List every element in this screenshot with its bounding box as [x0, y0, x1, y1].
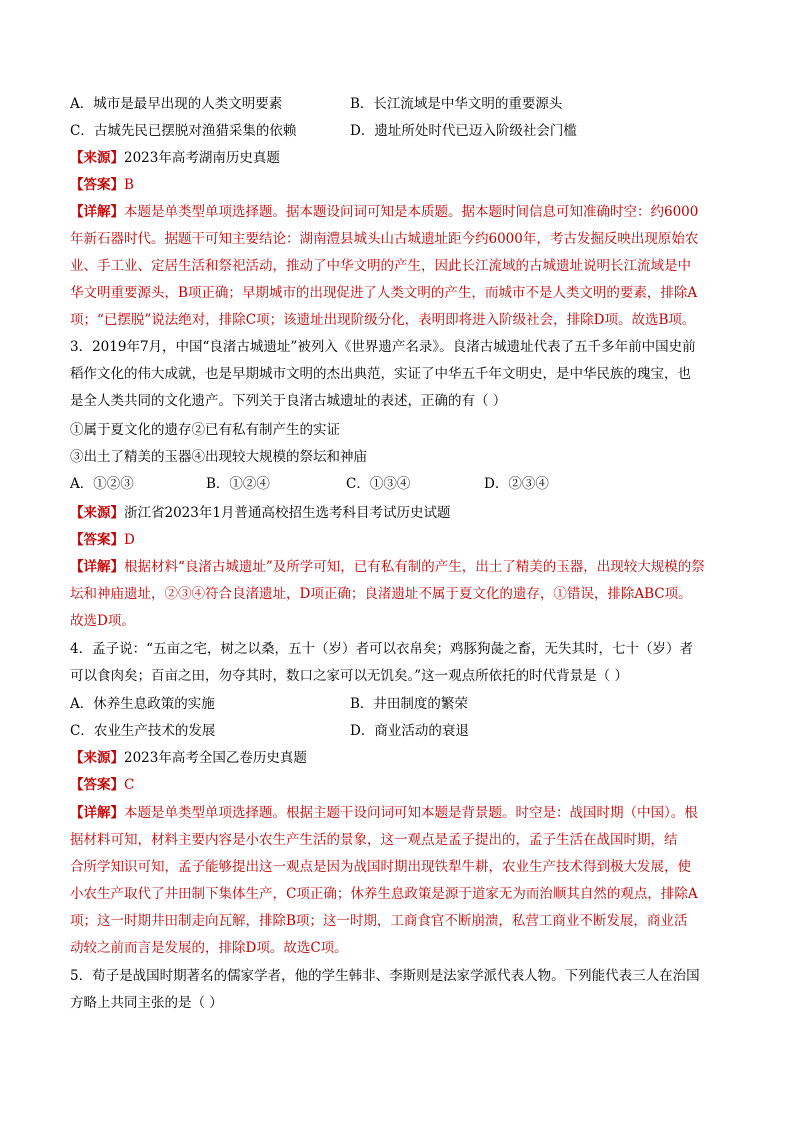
q4-detail-line: 合所学知识可知，孟子能够提出这一观点是因为战国时期出现铁犁牛耕，农业生产技术得到极大发展，使: [70, 859, 691, 875]
detail-text: 本题是单类型单项选择题。根据主题干设问词可知本题是背景题。时空是：战国时期（中国）。根: [124, 805, 698, 821]
q3-answer: [70, 530, 135, 550]
answer-text: D: [124, 532, 135, 548]
source-tag: 【来源】: [70, 150, 124, 166]
q4-option-a: A．休养生息政策的实施: [70, 696, 215, 712]
q2-answer: [70, 175, 134, 195]
q2-option-a: A．城市是最早出现的人类文明要素: [70, 96, 283, 112]
q4-stem-line: 可以食肉矣；百亩之田，勿夺其时，数口之家可以无饥矣。”这一观点所依托的时代背景是（ ）: [70, 668, 628, 684]
q2-detail-line: [70, 202, 698, 222]
q2-detail-line: 业、手工业、定居生活和祭祀活动，推动了中华文明的产生，因此长江流域的古城遗址说明长江流域是中: [70, 258, 691, 274]
detail-tag: 【详解】: [70, 559, 124, 575]
q3-stem-line: 是全人类共同的文化遗产。下列关于良渚古城遗址的表述，正确的有（ ）: [70, 393, 507, 409]
q2-detail-line: 华文明重要源头，B项正确；早期城市的出现促进了人类文明的产生，而城市不是人类文明的要素，排除A: [70, 285, 698, 301]
q3-option-a: A．①②③: [70, 476, 134, 492]
q2-option-d: D．遗址所处时代已迈入阶级社会门槛: [350, 123, 577, 139]
q5-stem-line: 5．荀子是战国时期著名的儒家学者，他的学生韩非、李斯则是法家学派代表人物。下列能代表三人在治国: [70, 968, 700, 984]
q4-detail-line: 项；这一时期井田制走向瓦解，排除B项；这一时期，工商食官不断崩溃，私营工商业不断发展，商业活: [70, 913, 688, 929]
q2-option-c: C．古城先民已摆脱对渔猎采集的依赖: [70, 123, 297, 139]
q2-source: [70, 148, 280, 168]
source-tag: 【来源】: [70, 750, 124, 766]
q3-source: [70, 503, 450, 523]
q3-detail-line: [70, 557, 705, 577]
q2-detail-line: 年新石器时代。据题干可知主要结论：湖南澧县城头山古城遗址距今约6000年，考古发掘反映出现原始农: [70, 231, 699, 247]
q3-statement: ①属于夏文化的遗存②已有私有制产生的实证: [70, 422, 340, 438]
q3-detail-line: 坛和神庙遗址，②③④符合良渚遗址，D项正确；良渚遗址不属于夏文化的遗存，①错误，排除ABC项。: [70, 586, 692, 602]
source-tag: 【来源】: [70, 505, 124, 521]
q3-option-b: B．①②④: [206, 476, 270, 492]
answer-tag: 【答案】: [70, 777, 124, 793]
q2-option-b: B．长江流域是中华文明的重要源头: [350, 96, 563, 112]
q3-option-c: C．①③④: [346, 476, 411, 492]
source-text: 浙江省2023年1月普通高校招生选考科目考试历史试题: [124, 505, 451, 521]
q3-statement: ③出土了精美的玉器④出现较大规模的祭坛和神庙: [70, 449, 367, 465]
detail-text: 本题是单类型单项选择题。据本题设问词可知是本质题。据本题时间信息可知准确时空：约6000: [124, 204, 699, 220]
q4-option-c: C．农业生产技术的发展: [70, 723, 216, 739]
q3-stem-line: 3．2019年7月，中国“良渚古城遗址”被列入《世界遗产名录》。良渚古城遗址代表了五千多年前中国史前: [70, 339, 696, 355]
answer-tag: 【答案】: [70, 177, 124, 193]
q4-detail-line: 动较之前而言是发展的，排除D项。故选C项。: [70, 940, 348, 956]
q4-detail-line: [70, 803, 698, 823]
q5-stem-line: 方略上共同主张的是（ ）: [70, 995, 223, 1011]
q4-option-b: B．井田制度的繁荣: [350, 696, 468, 712]
q4-source: [70, 748, 307, 768]
q3-stem-line: 稻作文化的伟大成就，也是早期城市文明的杰出典范，实证了中华五千年文明史，是中华民族的瑰宝，也: [70, 366, 691, 382]
answer-text: C: [124, 777, 135, 793]
q3-detail-line: 故选D项。: [70, 613, 135, 629]
answer-tag: 【答案】: [70, 532, 124, 548]
q4-detail-line: 小农生产取代了井田制下集体生产，C项正确；休养生息政策是源于道家无为而治顺其自然的观点，排除A: [70, 886, 698, 902]
q3-option-d: D．②③④: [484, 476, 549, 492]
detail-tag: 【详解】: [70, 805, 124, 821]
detail-tag: 【详解】: [70, 204, 124, 220]
source-text: 2023年高考湖南历史真题: [124, 150, 280, 166]
q2-detail-line: 项；“已摆脱”说法绝对，排除C项；该遗址出现阶级分化，表明即将进入阶级社会，排除D项。故选B项。: [70, 312, 696, 328]
q4-option-d: D．商业活动的衰退: [350, 723, 469, 739]
source-text: 2023年高考全国乙卷历史真题: [124, 750, 307, 766]
answer-text: B: [124, 177, 134, 193]
q4-stem-line: 4．孟子说：“五亩之宅，树之以桑，五十（岁）者可以衣帛矣；鸡豚狗彘之畜，无失其时，七十（岁）者: [70, 641, 693, 657]
detail-text: 根据材料“良渚古城遗址”及所学可知，已有私有制的产生，出土了精美的玉器，出现较大规模的祭: [124, 559, 705, 575]
q4-detail-line: 据材料可知，材料主要内容是小农生产生活的景象，这一观点是孟子提出的，孟子生活在战国时期，结: [70, 832, 678, 848]
q4-answer: [70, 775, 134, 795]
